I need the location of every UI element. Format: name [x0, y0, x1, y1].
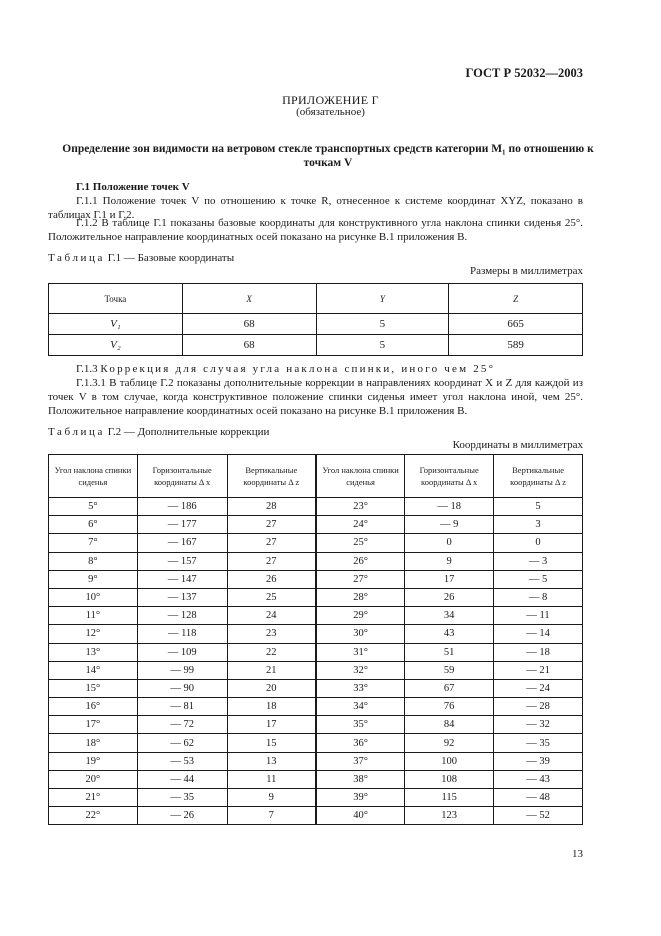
table2-header-angle: Угол наклона спинки сиденья [49, 455, 138, 498]
table2-cell: — 21 [494, 661, 583, 679]
table2-cell: 21° [49, 789, 138, 807]
table2-cell: — 128 [137, 607, 227, 625]
table-row [49, 679, 583, 697]
table2-cell: — 3 [494, 552, 583, 570]
table2-cell: — 157 [137, 552, 227, 570]
table1-header-y: Y [316, 284, 449, 314]
table2-cell: 29° [316, 607, 405, 625]
table2-caption-text: Г.2 — Дополнительные коррекции [107, 426, 270, 438]
table2-cell: 13° [49, 643, 138, 661]
table2-header-dx-2: Горизонтальные координаты Δ x [405, 455, 494, 498]
table2-cell: 5 [494, 498, 583, 516]
table-row [49, 588, 583, 606]
table2-cell: 15° [49, 679, 138, 697]
table2-cell: 9° [49, 570, 138, 588]
table1-cell: 5 [316, 335, 449, 356]
g13-label: Г.1.3 [76, 363, 98, 375]
table-row [49, 625, 583, 643]
table2-cell: 8° [49, 552, 138, 570]
table2-cell: — 43 [494, 770, 583, 788]
table2-cell: 27 [227, 534, 316, 552]
table1-header-z: Z [449, 284, 583, 314]
table2-cell: 67 [405, 679, 494, 697]
table2-cell: 40° [316, 807, 405, 825]
table2-header-dx: Горизонтальные координаты Δ x [137, 455, 227, 498]
paragraph-g1-2: Г.1.2 В таблице Г.1 показаны базовые координаты для конструктивного угла наклона спинки сиденья 25°. Положительное направление координатных осей показано на рисунке В.1 приложения В. [48, 217, 583, 243]
table2-cell: 100 [405, 752, 494, 770]
table1-cell: V₁ [49, 314, 183, 335]
table2-cell: — 90 [137, 679, 227, 697]
table2-cell: — 53 [137, 752, 227, 770]
table-row [49, 734, 583, 752]
table2-cell: 27° [316, 570, 405, 588]
paragraph-g1-3 [48, 362, 583, 376]
table2-cell: — 72 [137, 716, 227, 734]
appendix-heading [48, 142, 608, 170]
table-row [49, 807, 583, 825]
table2-cell: 26 [405, 588, 494, 606]
table-row [49, 770, 583, 788]
table1-cell: 589 [449, 335, 583, 356]
table2-cell: 5° [49, 498, 138, 516]
table2-cell: — 14 [494, 625, 583, 643]
table-row [49, 607, 583, 625]
table2-cell: 43 [405, 625, 494, 643]
table2-cell: 17° [49, 716, 138, 734]
table2-cell: — 18 [494, 643, 583, 661]
table2-cell: 123 [405, 807, 494, 825]
page-number: 13 [572, 848, 583, 860]
table2-cell: 32° [316, 661, 405, 679]
table2-cell: 9 [227, 789, 316, 807]
table-row [49, 643, 583, 661]
table-row [49, 516, 583, 534]
table2-cell: 15 [227, 734, 316, 752]
table2-cell: 20° [49, 770, 138, 788]
table2-cell: — 118 [137, 625, 227, 643]
table2-cell: — 26 [137, 807, 227, 825]
table2-cell: 31° [316, 643, 405, 661]
table2-cell: — 186 [137, 498, 227, 516]
table-row [49, 716, 583, 734]
table2-cell: — 28 [494, 698, 583, 716]
table2-cell: — 147 [137, 570, 227, 588]
table2-cell: 10° [49, 588, 138, 606]
table-row [49, 534, 583, 552]
table2-cell: 34° [316, 698, 405, 716]
table2-cell: 37° [316, 752, 405, 770]
table2-cell: 84 [405, 716, 494, 734]
table2-cell: 92 [405, 734, 494, 752]
table2-cell: 115 [405, 789, 494, 807]
appendix-title: ПРИЛОЖЕНИЕ Г [282, 93, 379, 107]
table2-cell: 25° [316, 534, 405, 552]
table2-unit-note: Координаты в миллиметрах [452, 439, 583, 451]
table-additional-corrections [48, 454, 583, 825]
table2-cell: — 32 [494, 716, 583, 734]
table2-cell: 9 [405, 552, 494, 570]
table1-header-point: Точка [49, 284, 183, 314]
table2-cell: 27 [227, 552, 316, 570]
table-row [49, 498, 583, 516]
section-g1-title: Г.1 Положение точек V [76, 181, 190, 193]
table-row [49, 570, 583, 588]
table1-caption-label: Таблица [48, 252, 105, 264]
table2-cell: 38° [316, 770, 405, 788]
table2-cell: 30° [316, 625, 405, 643]
table2-cell: — 137 [137, 588, 227, 606]
table2-header-row [49, 455, 583, 498]
table2-cell: 76 [405, 698, 494, 716]
table2-header-dz: Вертикальные координаты Δ z [227, 455, 316, 498]
table2-cell: 21 [227, 661, 316, 679]
table2-cell: 25 [227, 588, 316, 606]
table2-cell: 28° [316, 588, 405, 606]
table2-cell: 26 [227, 570, 316, 588]
table2-caption-label: Таблица [48, 426, 105, 438]
g13-text: Коррекция для случая угла наклона спинки, иного чем 25° [100, 363, 496, 375]
table2-cell: — 24 [494, 679, 583, 697]
table2-cell: 12° [49, 625, 138, 643]
table2-cell: 23° [316, 498, 405, 516]
table2-cell: — 44 [137, 770, 227, 788]
heading-line-1: Определение зон видимости на ветровом стекле транспортных средств категории M₁ по отношению к [62, 143, 594, 155]
table2-cell: 13 [227, 752, 316, 770]
table1-caption-text: Г.1 — Базовые координаты [107, 252, 235, 264]
table1-cell: 665 [449, 314, 583, 335]
table-row [49, 335, 583, 356]
table2-cell: 35° [316, 716, 405, 734]
table2-cell: 11° [49, 607, 138, 625]
table2-cell: 26° [316, 552, 405, 570]
table1-cell: 68 [182, 314, 316, 335]
table2-caption [48, 426, 269, 438]
table2-cell: 23 [227, 625, 316, 643]
table2-cell: 14° [49, 661, 138, 679]
table-row [49, 789, 583, 807]
table1-caption [48, 252, 234, 264]
table2-cell: — 35 [494, 734, 583, 752]
table2-cell: 3 [494, 516, 583, 534]
table-row [49, 661, 583, 679]
table2-cell: — 167 [137, 534, 227, 552]
table2-header-angle-2: Угол наклона спинки сиденья [316, 455, 405, 498]
table1-cell: V₂ [49, 335, 183, 356]
table1-unit-note: Размеры в миллиметрах [470, 265, 583, 277]
table2-cell: — 5 [494, 570, 583, 588]
table1-cell: 5 [316, 314, 449, 335]
table2-cell: 34 [405, 607, 494, 625]
table2-cell: 17 [227, 716, 316, 734]
table2-cell: 51 [405, 643, 494, 661]
table2-cell: 16° [49, 698, 138, 716]
table2-cell: — 81 [137, 698, 227, 716]
table2-cell: 7° [49, 534, 138, 552]
table2-cell: 6° [49, 516, 138, 534]
table2-cell: 19° [49, 752, 138, 770]
table2-cell: 17 [405, 570, 494, 588]
table2-cell: 22 [227, 643, 316, 661]
table-row [49, 698, 583, 716]
table-row [49, 752, 583, 770]
table2-cell: — 177 [137, 516, 227, 534]
table1-header-x: X [182, 284, 316, 314]
table2-cell: 0 [494, 534, 583, 552]
paragraph-g1-3-1: Г.1.3.1 В таблице Г.2 показаны дополнительные коррекции в направлениях координат X и Z для каждой из точек V в том случае, когда конструктивное положение спинки сиденья имеет угол наклона иной, чем 25°. Положительное направление координатных осей показано на рисунке В.1 приложения В. [48, 377, 583, 417]
table2-cell: — 39 [494, 752, 583, 770]
table2-cell: — 48 [494, 789, 583, 807]
table2-cell: 20 [227, 679, 316, 697]
table2-cell: 59 [405, 661, 494, 679]
heading-line-2: точкам V [303, 157, 353, 169]
table2-cell: 39° [316, 789, 405, 807]
table2-cell: 28 [227, 498, 316, 516]
table2-cell: — 18 [405, 498, 494, 516]
table-row [49, 552, 583, 570]
table2-cell: 108 [405, 770, 494, 788]
table2-cell: 33° [316, 679, 405, 697]
table1-header-row [49, 284, 583, 314]
table2-cell: 0 [405, 534, 494, 552]
table2-cell: 24° [316, 516, 405, 534]
table2-cell: 27 [227, 516, 316, 534]
table2-cell: — 9 [405, 516, 494, 534]
table2-cell: 18° [49, 734, 138, 752]
table2-cell: 11 [227, 770, 316, 788]
table2-cell: 36° [316, 734, 405, 752]
table2-cell: — 109 [137, 643, 227, 661]
table-base-coordinates [48, 283, 583, 356]
table2-cell: 22° [49, 807, 138, 825]
table2-cell: — 52 [494, 807, 583, 825]
table2-cell: — 62 [137, 734, 227, 752]
table1-cell: 68 [182, 335, 316, 356]
table2-cell: 7 [227, 807, 316, 825]
table2-cell: — 35 [137, 789, 227, 807]
standard-number: ГОСТ Р 52032—2003 [465, 66, 583, 80]
table2-cell: 18 [227, 698, 316, 716]
appendix-subtitle: (обязательное) [296, 106, 365, 118]
table2-cell: — 99 [137, 661, 227, 679]
table2-header-dz-2: Вертикальные координаты Δ z [494, 455, 583, 498]
table-row [49, 314, 583, 335]
table2-cell: — 8 [494, 588, 583, 606]
table2-cell: — 11 [494, 607, 583, 625]
paragraph-g1-1: Г.1.1 Положение точек V по отношению к точке R, отнесенное к системе координат XYZ, показано в таблицах Г.1 и Г.2. [48, 195, 583, 221]
table2-cell: 24 [227, 607, 316, 625]
